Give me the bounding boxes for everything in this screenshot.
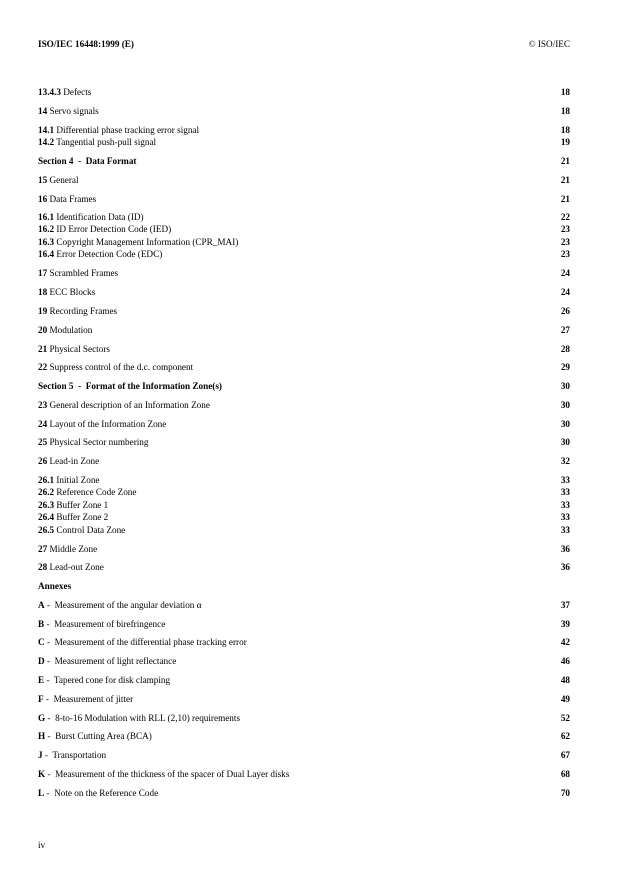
toc-entry-number: 25: [38, 437, 48, 447]
toc-page-number: 18: [560, 106, 570, 116]
toc-entry-row[interactable]: [38, 619, 570, 630]
toc-page-number: 33: [560, 487, 570, 497]
toc-entry-number: D: [38, 656, 45, 666]
toc-entry-row[interactable]: [38, 656, 570, 667]
toc-page-number: 62: [560, 731, 570, 741]
toc-page-number: 33: [560, 525, 570, 535]
toc-page-number: 32: [560, 456, 570, 466]
toc-entry-title: Data Frames: [49, 194, 97, 204]
toc-entry-row[interactable]: [38, 106, 570, 117]
toc-entry-row[interactable]: [38, 224, 570, 235]
toc-entry-title: ECC Blocks: [49, 287, 96, 297]
toc-page-number: 48: [560, 675, 570, 685]
toc-entry-row[interactable]: [38, 362, 570, 373]
toc-entry-title: Middle Zone: [49, 544, 98, 554]
toc-entry-title: - Burst Cutting Area (BCA): [45, 731, 152, 741]
toc-entry-title: Physical Sector numbering: [49, 437, 149, 447]
toc-entry-title: Control Data Zone: [56, 525, 126, 535]
toc-entry-number: C: [38, 637, 45, 647]
toc-entry-title: Buffer Zone 2: [56, 512, 109, 522]
toc-entry-number: A: [38, 600, 45, 610]
toc-page-number: 29: [560, 362, 570, 372]
toc-entry-number: 24: [38, 419, 48, 429]
toc-page-number: 21: [560, 156, 570, 166]
toc-entry-title: Annexes: [38, 581, 72, 591]
toc-entry-row[interactable]: [38, 512, 570, 523]
toc-entry-row[interactable]: [38, 713, 570, 724]
toc-page-number: 30: [560, 437, 570, 447]
toc-entry-number: 20: [38, 325, 48, 335]
toc-entry-title: - Transportation: [42, 750, 107, 760]
toc-entry-title: Reference Code Zone: [56, 487, 137, 497]
toc-entry-number: 19: [38, 306, 48, 316]
toc-page-number: 21: [560, 194, 570, 204]
toc-entry-row[interactable]: [38, 87, 570, 98]
toc-entry-row[interactable]: [38, 194, 570, 205]
toc-page-number: 18: [560, 125, 570, 135]
toc-page-number: 36: [560, 562, 570, 572]
toc-page-number: 23: [560, 249, 570, 259]
toc-entry-title: Differential phase tracking error signal: [56, 125, 200, 135]
toc-entry-row[interactable]: [38, 731, 570, 742]
toc-page-number: 23: [560, 224, 570, 234]
toc-entry-row[interactable]: [38, 637, 570, 648]
toc-page-number: 67: [560, 750, 570, 760]
page-number: iv: [38, 840, 46, 850]
toc-page-number: 33: [560, 512, 570, 522]
toc-entry-number: E: [38, 675, 45, 685]
toc-page-number: 27: [560, 325, 570, 335]
toc-entry-number: 26.2: [38, 487, 55, 497]
toc-entry-number: L: [38, 788, 45, 798]
toc-entry-title: - Note on the Reference Code: [44, 788, 159, 798]
toc-entry-title: Buffer Zone 1: [56, 500, 109, 510]
toc-entry-number: H: [38, 731, 46, 741]
toc-entry-title: Recording Frames: [49, 306, 118, 316]
toc-entry-row[interactable]: [38, 212, 570, 223]
toc-entry-title: Physical Sectors: [49, 344, 110, 354]
toc-entry-title: - Measurement of the angular deviation α: [44, 600, 202, 610]
toc-page-number: 52: [560, 713, 570, 723]
toc-entry-row[interactable]: [38, 788, 570, 799]
toc-entry-title: General: [49, 175, 79, 185]
toc-entry-number: 17: [38, 268, 48, 278]
toc-page-number: 22: [560, 212, 570, 222]
toc-entry-number: K: [38, 769, 46, 779]
toc-entry-row[interactable]: [38, 500, 570, 511]
toc-entry-number: 16.1: [38, 212, 55, 222]
toc-entry-title: - Measurement of birefringence: [44, 619, 166, 629]
toc-section-row[interactable]: [38, 381, 570, 392]
document-id-header: ISO/IEC 16448:1999 (E): [38, 39, 134, 49]
toc-entry-number: 14.2: [38, 137, 55, 147]
toc-entry-title: Copyright Management Information (CPR_MAI): [56, 237, 239, 247]
toc-entry-number: J: [38, 750, 43, 760]
toc-entry-row[interactable]: [38, 750, 570, 761]
toc-page-number: 42: [560, 637, 570, 647]
toc-entry-row[interactable]: [38, 544, 570, 555]
toc-entry-number: 21: [38, 344, 48, 354]
toc-page-number: 68: [560, 769, 570, 779]
toc-entry-row[interactable]: [38, 137, 570, 148]
toc-entry-row[interactable]: [38, 694, 570, 705]
toc-entry-title: General description of an Information Zone: [49, 400, 210, 410]
toc-entry-number: 28: [38, 562, 48, 572]
toc-entry-title: - Measurement of the thickness of the spacer of Dual Layer disks: [45, 769, 290, 779]
toc-entry-title: Section 5 - Format of the Information Zone(s): [38, 381, 222, 391]
toc-entry-number: 27: [38, 544, 48, 554]
toc-entry-title: - Measurement of the differential phase tracking error: [44, 637, 247, 647]
toc-entry-row[interactable]: [38, 325, 570, 336]
toc-entry-title: - 8-to-16 Modulation with RLL (2,10) requirements: [45, 713, 241, 723]
toc-entry-number: 13.4.3: [38, 87, 61, 97]
toc-entry-number: 23: [38, 400, 48, 410]
toc-page-number: 30: [560, 381, 570, 391]
toc-entry-title: Scrambled Frames: [49, 268, 119, 278]
toc-entry-number: 26.3: [38, 500, 55, 510]
toc-entry-title: Layout of the Information Zone: [49, 419, 167, 429]
toc-entry-number: G: [38, 713, 46, 723]
toc-entry-number: F: [38, 694, 44, 704]
toc-entry-row[interactable]: [38, 769, 570, 780]
toc-entry-row[interactable]: [38, 675, 570, 686]
toc-entry-row[interactable]: [38, 400, 570, 411]
toc-entry-title: - Tapered cone for disk clamping: [44, 675, 171, 685]
toc-page-number: 18: [560, 87, 570, 97]
toc-entry-row[interactable]: [38, 249, 570, 260]
toc-entry-row[interactable]: [38, 475, 570, 486]
toc-heading-row[interactable]: [38, 581, 570, 592]
toc-entry-number: 15: [38, 175, 48, 185]
toc-page-number: 26: [560, 306, 570, 316]
toc-entry-title: Error Detection Code (EDC): [56, 249, 163, 259]
toc-section-row[interactable]: [38, 156, 570, 167]
toc-entry-row[interactable]: [38, 125, 570, 136]
toc-entry-row[interactable]: [38, 487, 570, 498]
toc-entry-number: 16.2: [38, 224, 55, 234]
toc-entry-number: 14: [38, 106, 48, 116]
toc-entry-number: 26.1: [38, 475, 55, 485]
toc-page-number: 30: [560, 419, 570, 429]
toc-entry-row[interactable]: [38, 562, 570, 573]
toc-entry-title: Lead-in Zone: [49, 456, 100, 466]
toc-entry-number: 26.4: [38, 512, 55, 522]
toc-entry-row[interactable]: [38, 287, 570, 298]
toc-page-number: 70: [560, 788, 570, 798]
toc-page-number: 28: [560, 344, 570, 354]
toc-page-number: 33: [560, 475, 570, 485]
toc-entry-number: 26.5: [38, 525, 55, 535]
toc-entry-number: 14.1: [38, 125, 55, 135]
toc-entry-title: Tangential push-pull signal: [56, 137, 157, 147]
toc-entry-row[interactable]: [38, 600, 570, 611]
toc-entry-row[interactable]: [38, 437, 570, 448]
toc-page-number: 21: [560, 175, 570, 185]
toc-page-number: 33: [560, 500, 570, 510]
toc-entry-title: Defects: [63, 87, 92, 97]
toc-page-number: 30: [560, 400, 570, 410]
toc-entry-title: ID Error Detection Code (IED): [56, 224, 172, 234]
toc-page-number: 46: [560, 656, 570, 666]
toc-page-number: 49: [560, 694, 570, 704]
toc-page-number: 36: [560, 544, 570, 554]
toc-page-number: 23: [560, 237, 570, 247]
toc-page-number: 24: [560, 287, 570, 297]
toc-entry-number: B: [38, 619, 45, 629]
toc-entry-title: Identification Data (ID): [56, 212, 144, 222]
toc-entry-number: 16.3: [38, 237, 55, 247]
toc-entry-row[interactable]: [38, 175, 570, 186]
toc-page-number: 39: [560, 619, 570, 629]
toc-entry-number: 18: [38, 287, 48, 297]
toc-entry-row[interactable]: [38, 456, 570, 467]
toc-entry-title: Suppress control of the d.c. component: [49, 362, 194, 372]
toc-entry-number: 26: [38, 456, 48, 466]
toc-entry-number: 22: [38, 362, 48, 372]
toc-entry-row[interactable]: [38, 344, 570, 355]
toc-entry-title: - Measurement of jitter: [43, 694, 134, 704]
toc-page-number: 24: [560, 268, 570, 278]
toc-entry-row[interactable]: [38, 525, 570, 536]
toc-entry-title: Initial Zone: [56, 475, 100, 485]
toc-entry-title: Servo signals: [49, 106, 99, 116]
toc-entry-number: 16.4: [38, 249, 55, 259]
toc-entry-title: Lead-out Zone: [49, 562, 104, 572]
toc-entry-row[interactable]: [38, 268, 570, 279]
toc-entry-title: - Measurement of light reflectance: [44, 656, 177, 666]
toc-page-number: 37: [560, 600, 570, 610]
toc-entry-number: 16: [38, 194, 48, 204]
toc-entry-row[interactable]: [38, 419, 570, 430]
toc-page-number: 19: [560, 137, 570, 147]
toc-entry-row[interactable]: [38, 237, 570, 248]
toc-entry-row[interactable]: [38, 306, 570, 317]
copyright-header: © ISO/IEC: [528, 39, 570, 49]
toc-entry-title: Modulation: [49, 325, 93, 335]
toc-entry-title: Section 4 - Data Format: [38, 156, 137, 166]
